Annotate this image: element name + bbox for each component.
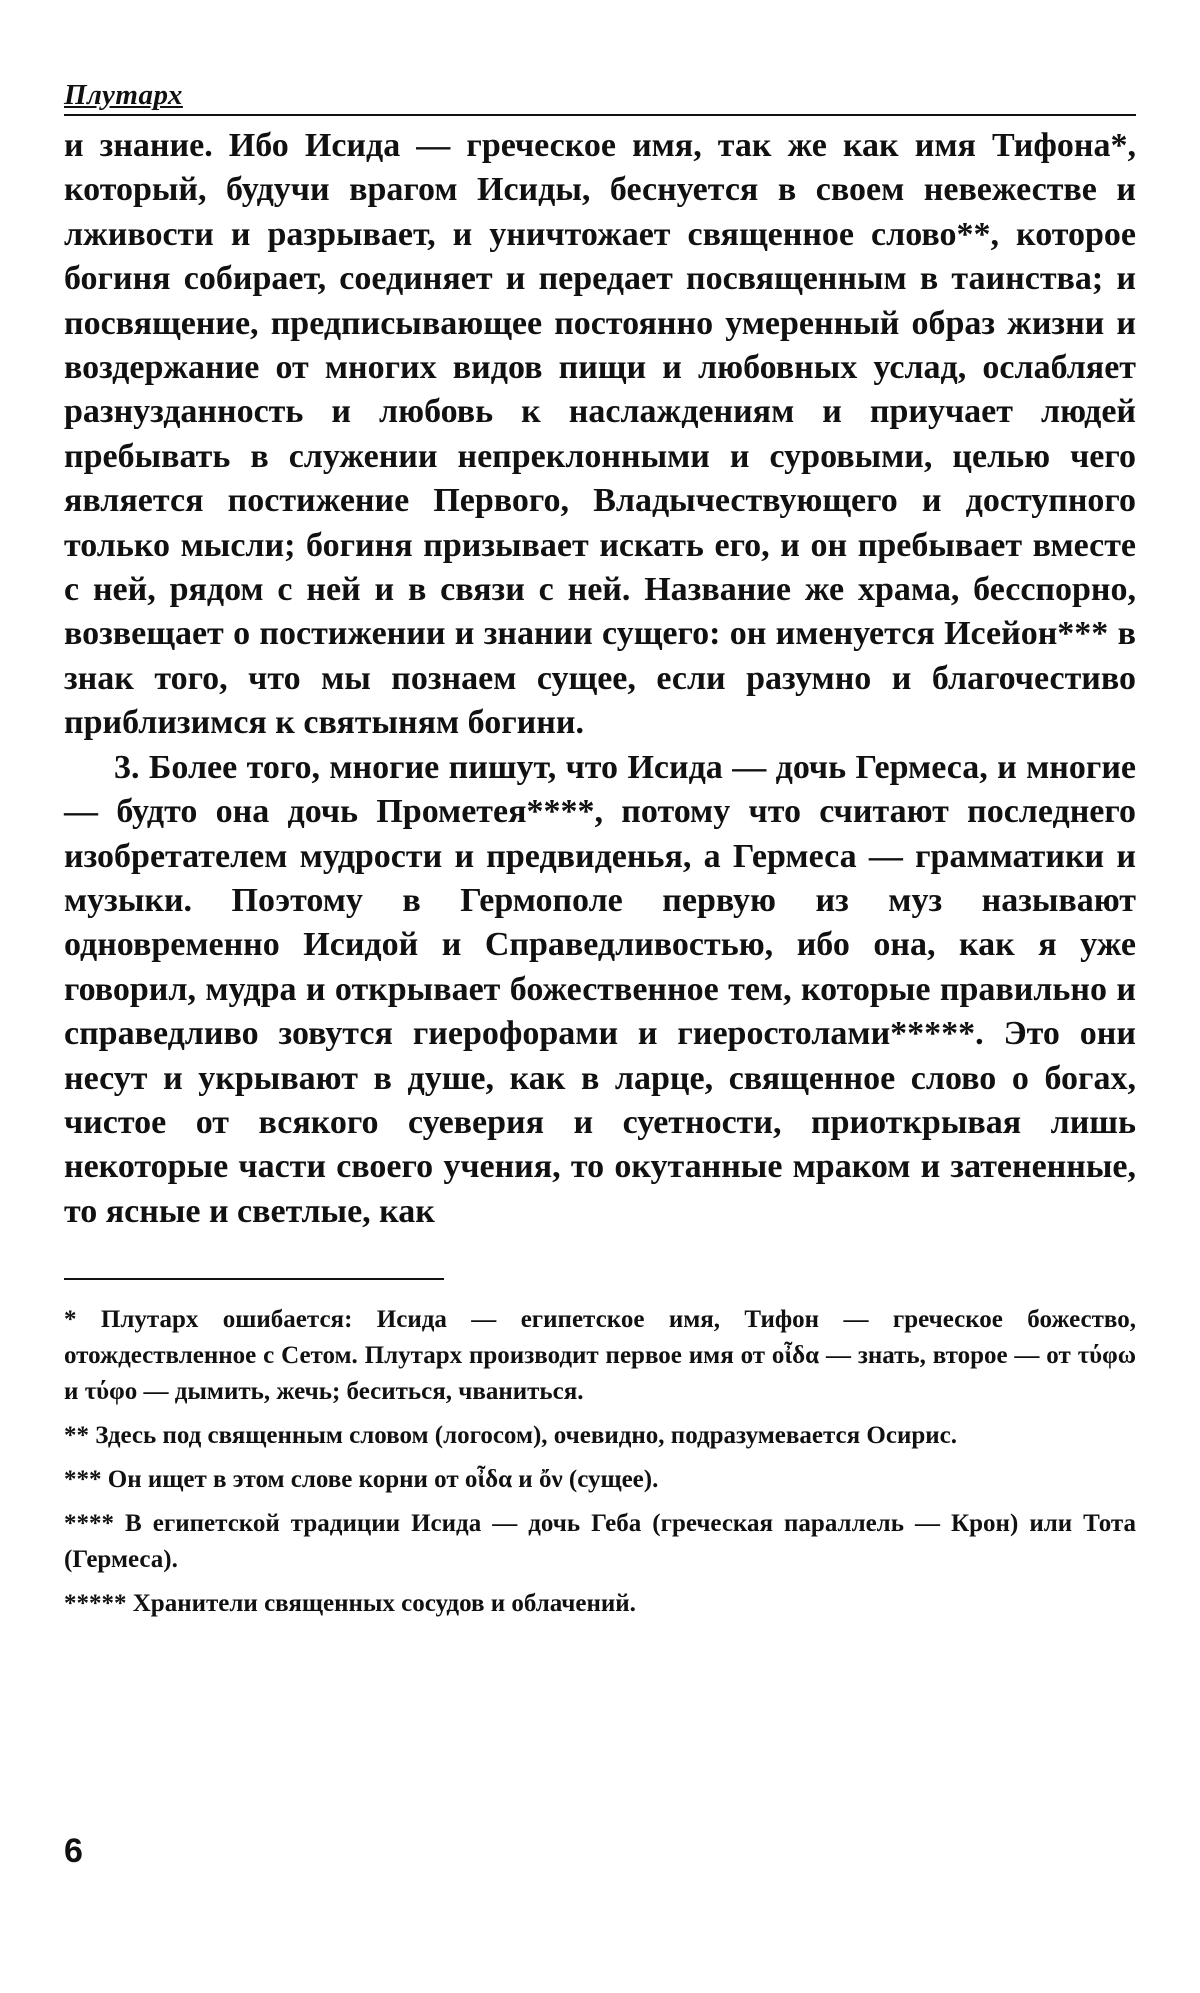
footnote: ***** Хранители священных сосудов и облачений. — [64, 1590, 636, 1618]
footnote: ** Здесь под священным словом (логосом), очевидно, подразумевается Осирис. — [64, 1422, 958, 1450]
footnotes — [64, 1302, 1136, 1622]
paragraph: 3. Более того, многие пишут, что Исида — дочь Гермеса, и многие — будто она дочь Прометея****, потому что считают последнего изобретателем мудрости и предвиденья, а Гермеса — грамматики и музыки. Поэтому в Гермополе первую из муз называют одновременно Исидой и Справедливостью, ибо она, как я уже говорил, мудра и открывает божественное тем, которые правильно и справедливо зовутся гиерофорами и гиеростолами*****. Это они несут и укрывают в душе, как в ларце, священное слово о богах, чистое от всякого суеверия и суетности, приоткрывая лишь некоторые части своего учения, то окутанные мраком и затененные, то ясные и светлые, как — [64, 748, 1136, 1230]
running-head — [64, 78, 1136, 116]
running-head-title: Плутарх — [64, 79, 183, 111]
paragraph: и знание. Ибо Исида — греческое имя, так же как имя Тифона*, который, будучи врагом Исиды, беснуется в своем невежестве и лживости и разрывает, и уничтожает священное слово**, которое богиня собирает, соединяет и передает посвященным в таинства; и посвящение, предписывающее постоянно умеренный образ жизни и воздержание от многих видов пищи и любовных услад, ослабляет разнузданность и любовь к наслаждениям и приучает людей пребывать в служении непреклонными и суровыми, целью чего является постижение Первого, Владычествующего и доступного только мысли; богиня призывает искать его, и он пребывает вместе с ней, рядом с ней и в связи с ней. Название же храма, бесспорно, возвещает о постижении и знании сущего: он именуется Исейон*** в знак того, что мы познаем сущее, если разумно и благочестиво приблизимся к святыням богини. — [64, 127, 1136, 742]
book-page — [64, 78, 1136, 1958]
footnote: **** В египетской традиции Исида — дочь Геба (греческая параллель — Крон) или Тота (Гермеса). — [64, 1510, 1136, 1574]
page-number: 6 — [64, 1832, 83, 1870]
main-text — [64, 124, 1136, 1234]
footnote: *** Он ищет в этом слове корни от οἶδα и ὄν (сущее). — [64, 1466, 659, 1494]
footnote-separator — [64, 1278, 444, 1280]
footnote: * Плутарх ошибается: Исида — египетское имя, Тифон — греческое божество, отождествленное с Сетом. Плутарх производит первое имя от οἶδα — знать, второе — от τύφω и τύφο — дымить, жечь; беситься, чваниться. — [64, 1306, 1136, 1406]
